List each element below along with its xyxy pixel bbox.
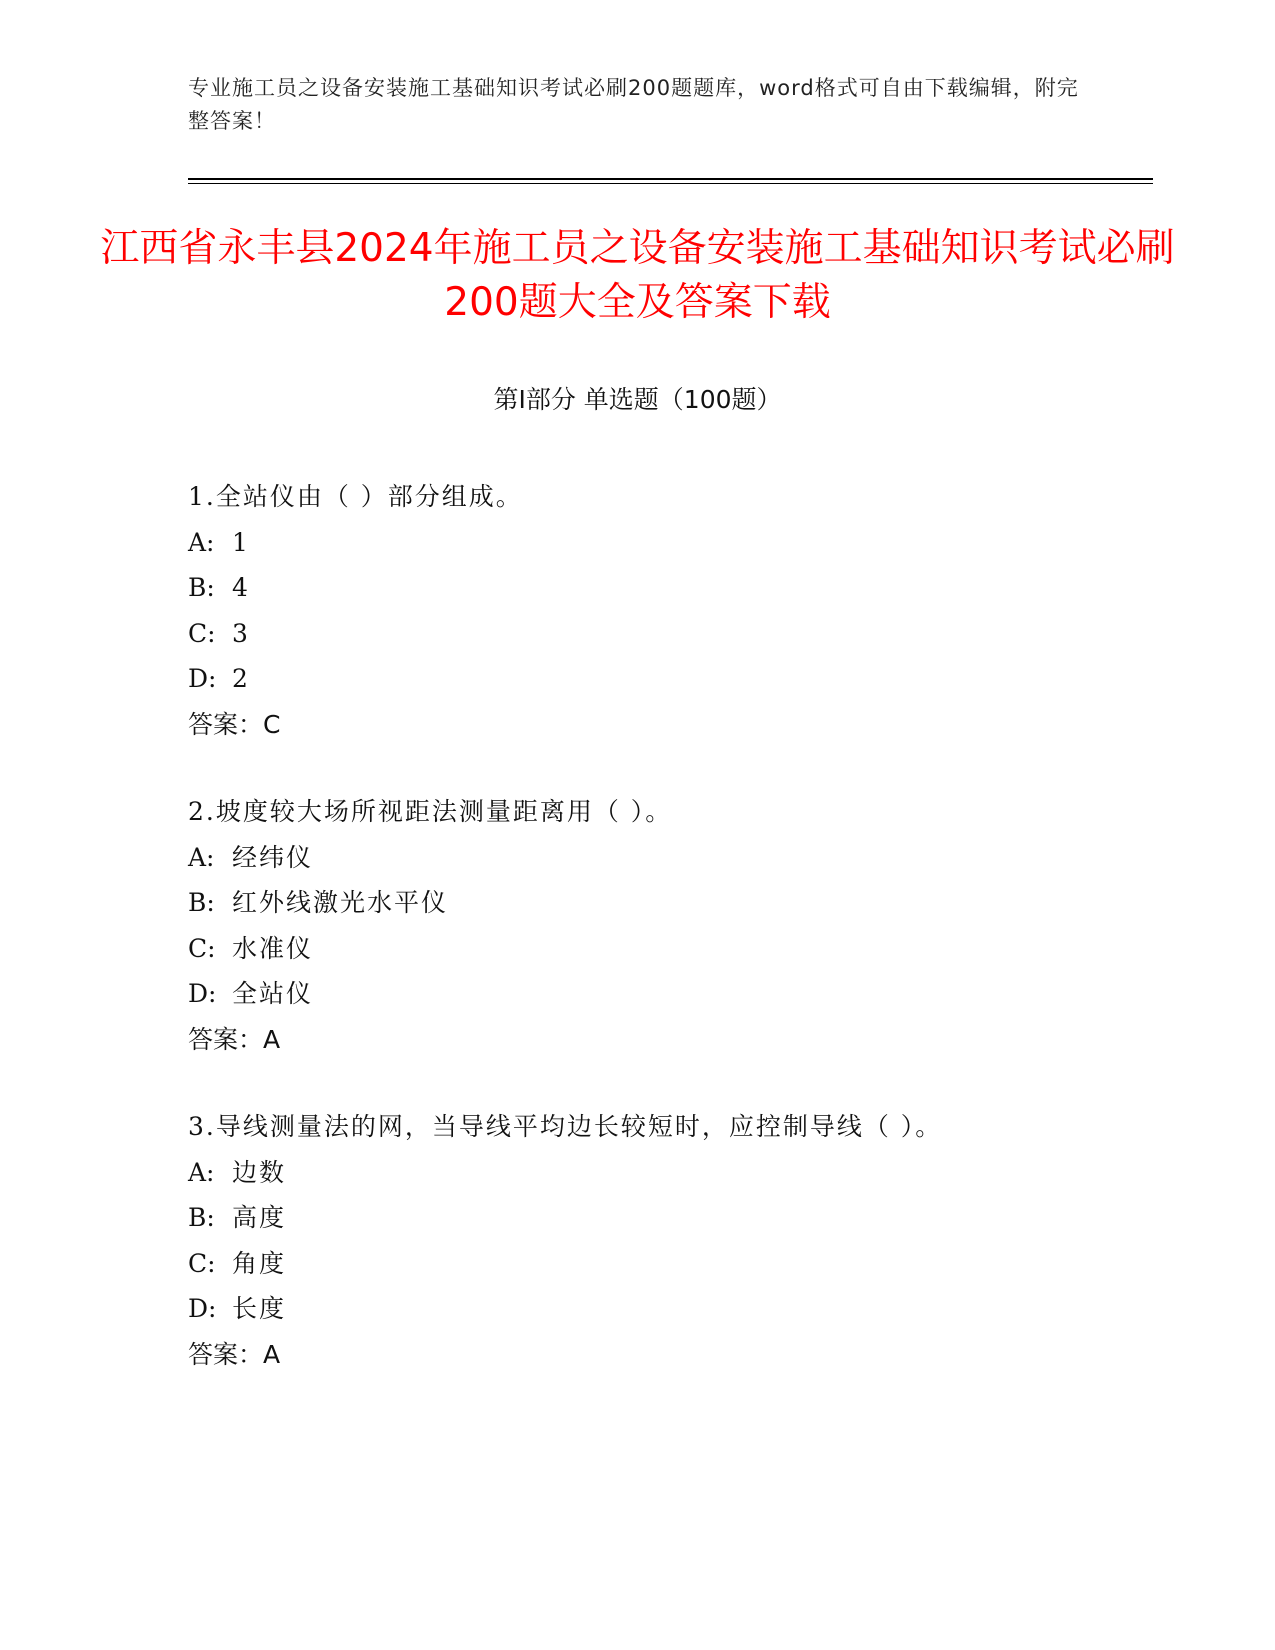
header-divider	[188, 178, 1153, 180]
header-note: 专业施工员之设备安装施工基础知识考试必刷200题题库，word格式可自由下载编辑，附完整答案！	[188, 76, 1079, 133]
option-text: 长度	[232, 1294, 287, 1323]
option-letter: A:	[188, 527, 215, 557]
option-text: 边数	[232, 1157, 287, 1187]
option-letter: B:	[188, 573, 215, 602]
option-text: 1	[232, 527, 250, 557]
option-letter: D:	[188, 664, 217, 693]
answer: 答案：A	[188, 1024, 281, 1054]
question-stem: 2.坡度较大场所视距法测量距离用（ ）。	[188, 797, 673, 826]
option-a	[188, 1150, 1138, 1196]
option-b	[188, 1195, 1138, 1241]
option-letter: C:	[188, 1248, 216, 1278]
document-title: 江西省永丰县2024年施工员之设备安装施工基础知识考试必刷200题大全及答案下载	[100, 226, 1175, 325]
option-d	[188, 971, 1138, 1017]
option-d	[188, 1286, 1138, 1332]
answer: 答案：A	[188, 1339, 281, 1369]
option-text: 4	[232, 573, 250, 602]
answer: 答案：C	[188, 709, 281, 739]
option-b	[188, 565, 1138, 611]
question-1	[188, 474, 1138, 747]
option-a	[188, 520, 1138, 566]
section-title: 第I部分 单选题（100题）	[493, 385, 782, 414]
option-text: 经纬仪	[232, 842, 314, 872]
question-3	[188, 1104, 1138, 1377]
option-text: 全站仪	[232, 979, 314, 1008]
option-c	[188, 611, 1138, 657]
option-text: 3	[232, 618, 250, 648]
option-c	[188, 1241, 1138, 1287]
option-letter: B:	[188, 1203, 215, 1232]
option-text: 高度	[232, 1203, 287, 1232]
option-letter: D:	[188, 1294, 217, 1323]
question-stem: 3.导线测量法的网，当导线平均边长较短时，应控制导线（ ）。	[188, 1112, 943, 1141]
option-a	[188, 835, 1138, 881]
option-text: 2	[232, 664, 250, 693]
option-d	[188, 656, 1138, 702]
option-letter: A:	[188, 1157, 215, 1187]
question-2	[188, 789, 1138, 1062]
option-text: 水准仪	[232, 933, 314, 963]
option-c	[188, 926, 1138, 972]
option-b	[188, 880, 1138, 926]
option-text: 红外线激光水平仪	[232, 888, 449, 917]
option-letter: D:	[188, 979, 217, 1008]
option-letter: B:	[188, 888, 215, 917]
question-stem: 1.全站仪由（ ）部分组成。	[188, 482, 523, 511]
option-letter: C:	[188, 933, 216, 963]
option-letter: C:	[188, 618, 216, 648]
question-list	[188, 474, 1138, 1419]
option-text: 角度	[232, 1248, 287, 1278]
option-letter: A:	[188, 842, 215, 872]
header-divider-thin	[188, 183, 1153, 184]
